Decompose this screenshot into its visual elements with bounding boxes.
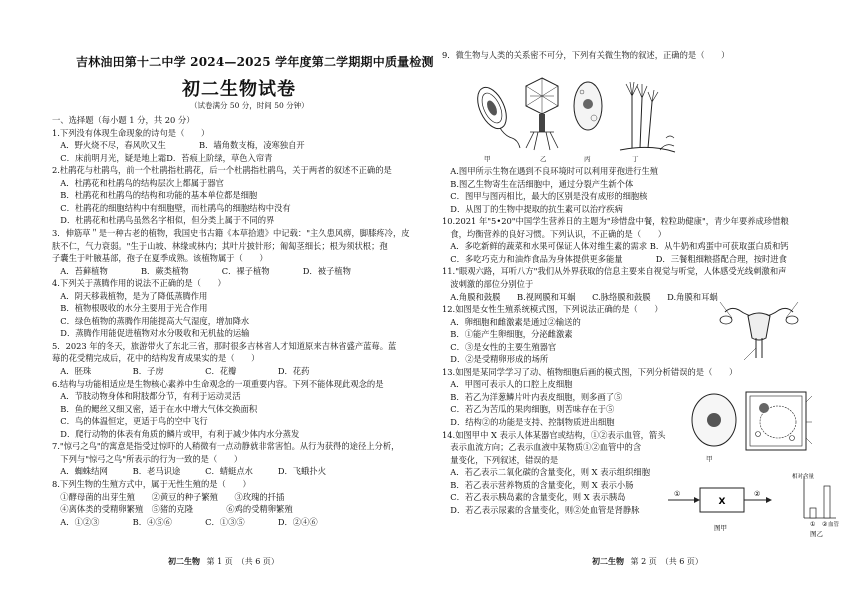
fig-a-label: 图甲 bbox=[714, 524, 727, 532]
fig9-label-bing: 丙 bbox=[584, 155, 591, 163]
right-footer bbox=[592, 556, 703, 567]
question-line: 表示血流方向；乙表示血液中某物质①②血管中的含 bbox=[442, 442, 642, 453]
question-line: 5．2023 年的冬天，旅游带火了东北三省，那时很多吉林省人才知道原来吉林省盛产蓝莓。蓝 bbox=[52, 340, 397, 351]
question-line: B．植物根吸收的水分主要用于光合作用 bbox=[52, 303, 208, 314]
question-line: C．杜鹃花的细胞结构中有细胞壁，而杜鹃鸟的细胞结构中没有 bbox=[52, 202, 291, 213]
question-line: C．绿色植物的蒸腾作用能提高大气湿度，增加降水 bbox=[52, 315, 250, 326]
question-line: 食，均衡营养的良好习惯。下列认识，不正确的是（ ） bbox=[442, 228, 667, 239]
question-line: 10.2021 年"5•20"中国学生营养日的主题为"珍惜盘中餐，粒粒助健康"，青少年要养成珍惜粮 bbox=[442, 216, 789, 227]
question-line: 一、选择题（每小题 1 分，共 20 分） bbox=[52, 115, 195, 125]
question-line: A．蜘蛛结网 B．老马识途 C．蜻蜓点水 D．飞蛾扑火 bbox=[52, 466, 326, 477]
question-line: 6.结构与功能相适应是生物核心素养中生命观念的一项重要内容。下列不能体现此观念的是 bbox=[52, 378, 384, 389]
fig9-label-ding: 丁 bbox=[632, 155, 639, 163]
fig-a-vessel-1: ① bbox=[674, 490, 681, 498]
question-line: C．③是女性的主要生殖器官 bbox=[442, 341, 557, 352]
fig-b-bar-chart bbox=[804, 476, 836, 518]
fig-b-y-axis: 相对含量 bbox=[792, 474, 815, 480]
question-line: A．多吃新鲜的蔬菜和水果可保证人体对维生素的需求 B．从牛奶和鸡蛋中可获取蛋白质和钙 bbox=[442, 241, 789, 252]
question-line: B．若乙为洋葱鳞片叶内表皮细胞，则多画了⑤ bbox=[442, 391, 623, 402]
question-line: D．爬行动物的体表有角质的鳞片或甲，有利于减少体内水分蒸发 bbox=[52, 428, 300, 439]
fig-b-bar-1 bbox=[810, 508, 816, 518]
fig-b-x-axis: 血管 bbox=[828, 522, 840, 528]
question-line: 肤不仁，气力衰弱。"生于山坡、林缘或林内；其叶片披针形；匍匐茎细长；根为须状根；孢 bbox=[52, 240, 388, 251]
q13-cell-figure bbox=[684, 382, 814, 458]
question-line: D．②是受精卵形成的场所 bbox=[442, 354, 549, 365]
question-line: C．多吃巧克力和油炸食品为身体提供更多能量 D．三餐粗细粮搭配合理，按时进食 bbox=[442, 253, 787, 264]
footer-subject: 初二生物 bbox=[592, 556, 624, 566]
fig13-label: 甲 bbox=[706, 455, 713, 463]
question-line: 14.如图甲中 X 表示人体某器官或结构，①②表示血管，箭头 bbox=[442, 429, 666, 440]
fig-b-label: 图乙 bbox=[810, 530, 823, 538]
fig-b-bar-2 bbox=[824, 486, 830, 518]
question-line: B．①能产生卵细胞，分泌雌激素 bbox=[442, 329, 573, 340]
fig-a-box-label: X bbox=[718, 497, 726, 507]
right-page bbox=[432, 0, 860, 607]
yeast-figure bbox=[574, 82, 602, 130]
question-line: D．蒸腾作用能促进植物对水分吸收和无机盐的运输 bbox=[52, 328, 250, 339]
question-line: A．甲图可表示人的口腔上皮细胞 bbox=[442, 379, 573, 390]
footer-subject: 初二生物 bbox=[168, 556, 200, 566]
question-line: 4.下列关于蒸腾作用的说法不正确的是（ ） bbox=[52, 278, 226, 289]
question-line: 下列与"惊弓之鸟"所表示的行为一致的是（ ） bbox=[52, 453, 243, 464]
footer-page: 第 1 页 （共 6 页） bbox=[206, 557, 279, 566]
question-line: 1.下列没有体现生命现象的诗句是（ ） bbox=[52, 127, 210, 138]
question-line: A．野火烧不尽，春风吹又生 B．墙角数支梅，凌寒独自开 bbox=[52, 140, 305, 151]
question-line: 8.下列生物的生殖方式中，属于无性生殖的是（ ） bbox=[52, 478, 251, 489]
fig9-label-jia: 甲 bbox=[484, 155, 491, 163]
question-line: ①酵母菌的出芽生殖 ②黄豆的种子繁殖 ③玫瑰的扦插 bbox=[52, 491, 285, 502]
question-line: A．胚珠 B．子房 C．花瓣 D．花药 bbox=[52, 366, 310, 376]
q9-microbe-figure bbox=[470, 68, 680, 160]
question-line: A．杜鹃花和杜鹃鸟的结构层次上都属于器官 bbox=[52, 177, 224, 188]
question-line: ④离体类的受精卵繁殖 ⑤猪的克隆 ⑥鸡的受精卵繁殖 bbox=[52, 504, 293, 515]
question-line: 11."眼观六路，耳听八方"我们从外界获取的信息主要来自视觉与听觉，人体感受光线刺激和声 bbox=[442, 266, 787, 277]
question-line: A．苔藓植物 B．蕨类植物 C．裸子植物 D．被子植物 bbox=[52, 265, 351, 276]
question-line: D．从图丁的生物中提取的抗生素可以治疗疾病 bbox=[442, 203, 623, 214]
question-line: 2.杜鹃花与杜鹃鸟，前一个杜鹃指杜鹃花，后一个杜鹃指杜鹃鸟，关于两者的叙述不正确的是 bbox=[52, 165, 392, 176]
question-line: C．床前明月光，疑是地上霜D．苔痕上阶绿，草色入帘青 bbox=[52, 152, 273, 163]
question-line: 量变化，下列叙述，错误的是 bbox=[442, 454, 559, 465]
q14-figure bbox=[664, 468, 844, 538]
virus-figure bbox=[526, 78, 558, 150]
question-line: D．结构②的功能是支持、控制物质进出细胞 bbox=[442, 417, 615, 427]
exam-info: （试卷满分 50 分，时间 50 分钟） bbox=[190, 101, 309, 110]
question-line: A．卵细胞和雌激素是通过②输送的 bbox=[442, 316, 581, 327]
question-line: A．若乙表示二氧化碳的含量变化，则 X 表示组织细胞 bbox=[442, 467, 651, 478]
question-line: 波刺激的部位分别位于 bbox=[442, 278, 534, 289]
question-line: D．杜鹃花和杜鹃鸟虽然名字相似，但分类上属于不同的界 bbox=[52, 215, 275, 226]
question-line: A．①②③ B．④⑤⑥ C．①③⑤ D．②④⑥ bbox=[52, 516, 318, 527]
question-line: B.图乙生物寄生在活细胞中，通过分裂产生新个体 bbox=[442, 178, 634, 189]
q12-reproductive-figure bbox=[714, 298, 804, 366]
bacterium-figure bbox=[472, 83, 520, 148]
question-line: 12.如图是女性生殖系统模式图，下列说法正确的是（ ） bbox=[442, 304, 663, 315]
footer-page: 第 2 页 （共 6 页） bbox=[630, 557, 703, 566]
question-line: A．阴天移栽植物，是为了降低蒸腾作用 bbox=[52, 290, 208, 301]
fig9-label-yi: 乙 bbox=[540, 155, 547, 163]
school-title: 吉林油田第十二中学 2024—2025 学年度第二学期期中质量检测 bbox=[76, 55, 434, 69]
left-footer bbox=[168, 556, 279, 567]
question-line: C．若乙表示胰岛素的含量变化，则 X 表示胰岛 bbox=[442, 492, 626, 503]
question-line: 3．伸筋草＂是一种古老的植物，我国史书古籍《本草拾遗》中记载："主久患风痹，脚膝疼冷，皮 bbox=[52, 227, 410, 238]
question-line: D．若乙表示尿素的含量变化，则②处血管是肾静脉 bbox=[442, 504, 640, 515]
exam-title: 初二生物试卷 bbox=[182, 79, 296, 100]
fig-a-vessel-2: ② bbox=[754, 490, 761, 498]
fig-b-vessel-2: ② bbox=[822, 521, 828, 528]
question-line: A.角膜和鼓膜 B.视网膜和耳蜗 C.脉络膜和鼓膜 D.角膜和耳蜗 bbox=[442, 291, 718, 302]
mold-figure bbox=[620, 82, 675, 152]
question-line: C．图甲与图丙相比，最大的区别是没有成形的细胞核 bbox=[442, 191, 648, 202]
question-line: C．若乙为苦瓜的果肉细胞，则苦味存在于⑤ bbox=[442, 404, 615, 415]
question-line: 7."惊弓之鸟"的寓意是指受过惊吓的人稍微有一点动静就非常害怕。从行为获得的途径上分析， bbox=[52, 441, 400, 452]
question-line: 子囊生于叶腋基部，孢子在夏季成熟。该植物属于（ ） bbox=[52, 253, 268, 264]
question-line: 9．微生物与人类的关系密不可分，下列有关微生物的叙述，正确的是（ ） bbox=[442, 50, 730, 60]
question-line: A．节肢动物身体和附肢都分节，有利于运动灵活 bbox=[52, 391, 241, 402]
question-line: B．若乙表示营养物质的含量变化，则 X 表示小肠 bbox=[442, 479, 634, 490]
question-line: A.图甲所示生物在遇到不良环境时可以利用芽孢进行生殖 bbox=[442, 166, 659, 176]
fig-b-vessel-1: ① bbox=[810, 521, 816, 528]
question-line: 13.如图是某同学学习了动、植物细胞后画的模式图，下列分析错误的是（ ） bbox=[442, 366, 738, 377]
question-line: B．杜鹃花和杜鹃鸟的结构和功能的基本单位都是细胞 bbox=[52, 190, 258, 201]
question-line: 莓的花受精完成后，花中的结构发育成果实的是（ ） bbox=[52, 353, 260, 364]
question-line: C．鸟的体温恒定，更适于鸟的空中飞行 bbox=[52, 416, 208, 427]
question-line: B．鱼的鳃丝又细又密，适于在水中增大气体交换面积 bbox=[52, 403, 258, 414]
